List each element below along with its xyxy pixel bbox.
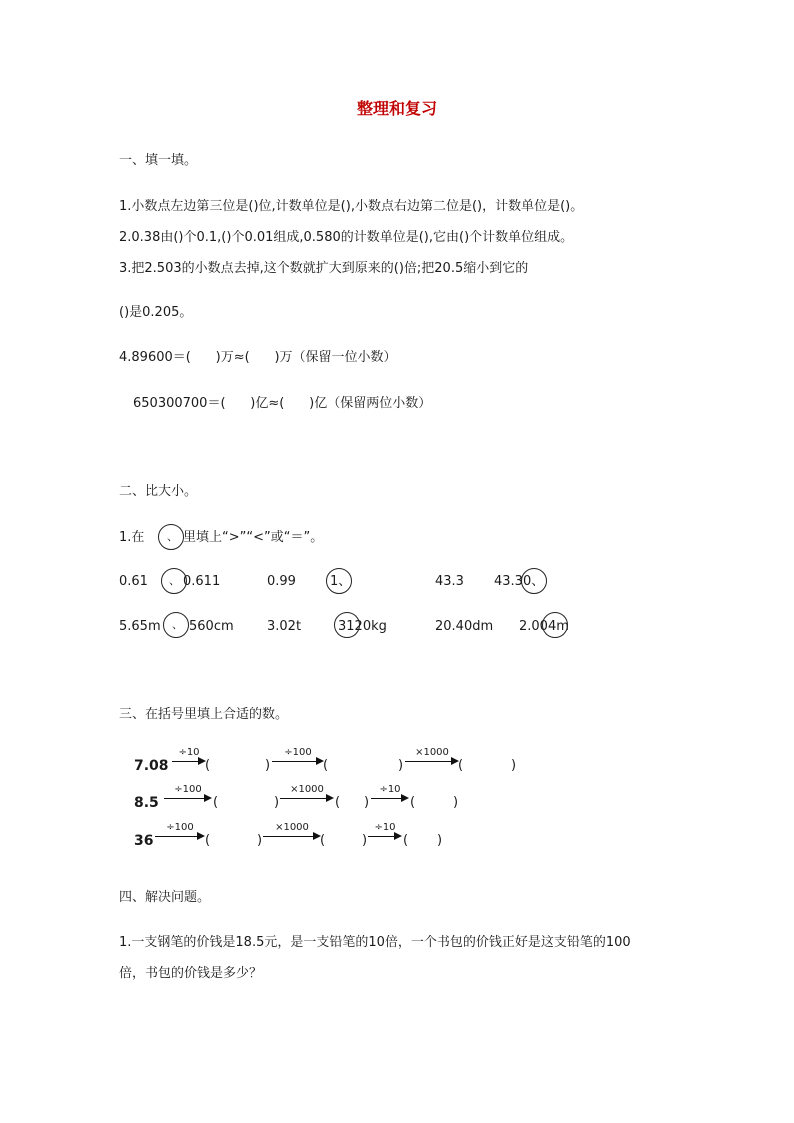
comparison-left: 43.3 — [435, 574, 464, 589]
arrow-icon — [164, 786, 212, 804]
operation-label: ÷10 — [178, 747, 200, 758]
comparison-circle-mark: 、 — [169, 574, 180, 587]
close-paren: ) — [398, 758, 404, 773]
open-paren: ( — [205, 758, 211, 773]
page-title: 整理和复习 — [356, 99, 437, 118]
comparison-right: 43.30、 — [494, 574, 545, 589]
operation-label: ÷100 — [166, 822, 194, 833]
open-paren: ( — [320, 833, 326, 848]
arrow-icon — [272, 749, 324, 767]
close-paren: ) — [265, 758, 271, 773]
chain-start-number: 7.08 — [134, 758, 169, 774]
close-paren: ) — [364, 795, 370, 810]
comparison-circle[interactable] — [542, 612, 568, 638]
operation-label: ×1000 — [275, 822, 309, 833]
comparison-right: 1、 — [330, 574, 352, 589]
section-2-instruction-prefix: 1.在 — [119, 530, 145, 545]
arrow-icon — [371, 786, 409, 804]
open-paren: ( — [323, 758, 329, 773]
arrow-icon — [155, 824, 205, 842]
arrow-icon — [280, 786, 334, 804]
operation-label: ÷10 — [374, 822, 396, 833]
comparison-left: 0.61 — [119, 574, 148, 589]
section-2-heading: 二、比大小。 — [119, 484, 198, 499]
question-1-2: 2.0.38由()个0.1,()个0.01组成,0.580的计数单位是(),它由()个计数单位组成。 — [119, 230, 574, 245]
operation-label: ÷10 — [379, 784, 401, 795]
comparison-left: 20.40dm — [435, 619, 494, 634]
question-1-3-line-2: ()是0.205。 — [119, 305, 193, 320]
arrow-icon — [405, 749, 459, 767]
comparison-left: 0.99 — [267, 574, 296, 589]
section-3-heading: 三、在括号里填上合适的数。 — [119, 707, 289, 722]
example-circle-mark: 、 — [167, 530, 178, 543]
comparison-left: 5.65m — [119, 619, 161, 634]
comparison-circle-mark: 、 — [172, 618, 183, 631]
comparison-right: 560cm — [189, 619, 234, 634]
comparison-circle[interactable] — [521, 568, 547, 594]
open-paren: ( — [403, 833, 409, 848]
question-1-1: 1.小数点左边第三位是()位,计数单位是(),小数点右边第二位是()，计数单位是()。 — [119, 199, 584, 214]
comparison-right: 3120kg — [338, 619, 387, 634]
section-4-heading: 四、解决问题。 — [119, 890, 211, 905]
question-1-3-line-1: 3.把2.503的小数点去掉,这个数就扩大到原来的()倍;把20.5缩小到它的 — [119, 261, 529, 276]
chain-start-number: 8.5 — [134, 795, 159, 811]
operation-label: ×1000 — [290, 784, 324, 795]
question-4-1-line-2: 倍，书包的价钱是多少？ — [119, 966, 263, 981]
arrow-icon — [368, 824, 402, 842]
close-paren: ) — [437, 833, 443, 848]
section-2-instruction-suffix: 里填上“>”“<”或“＝”。 — [183, 530, 324, 545]
section-1-heading: 一、填一填。 — [119, 153, 198, 168]
close-paren: ) — [511, 758, 517, 773]
open-paren: ( — [335, 795, 341, 810]
close-paren: ) — [453, 795, 459, 810]
open-paren: ( — [213, 795, 219, 810]
close-paren: ) — [274, 795, 280, 810]
chain-start-number: 36 — [134, 833, 154, 849]
operation-label: ÷100 — [174, 784, 202, 795]
open-paren: ( — [410, 795, 416, 810]
operation-label: ÷100 — [284, 747, 312, 758]
open-paren: ( — [205, 833, 211, 848]
close-paren: ) — [257, 833, 263, 848]
operation-label: ×1000 — [415, 747, 449, 758]
arrow-icon — [172, 749, 206, 767]
arrow-icon — [263, 824, 321, 842]
question-1-4-line-2: 650300700＝( )亿≈( )亿（保留两位小数） — [133, 396, 432, 411]
open-paren: ( — [458, 758, 464, 773]
comparison-left: 3.02t — [267, 619, 302, 634]
comparison-right: 0.611 — [183, 574, 221, 589]
comparison-right: 2.004m — [519, 619, 569, 634]
question-1-4-line-1: 4.89600＝( )万≈( )万（保留一位小数） — [119, 350, 397, 365]
close-paren: ) — [362, 833, 368, 848]
question-4-1-line-1: 1.一支钢笔的价钱是18.5元，是一支铅笔的10倍，一个书包的价钱正好是这支铅笔的100 — [119, 935, 631, 950]
